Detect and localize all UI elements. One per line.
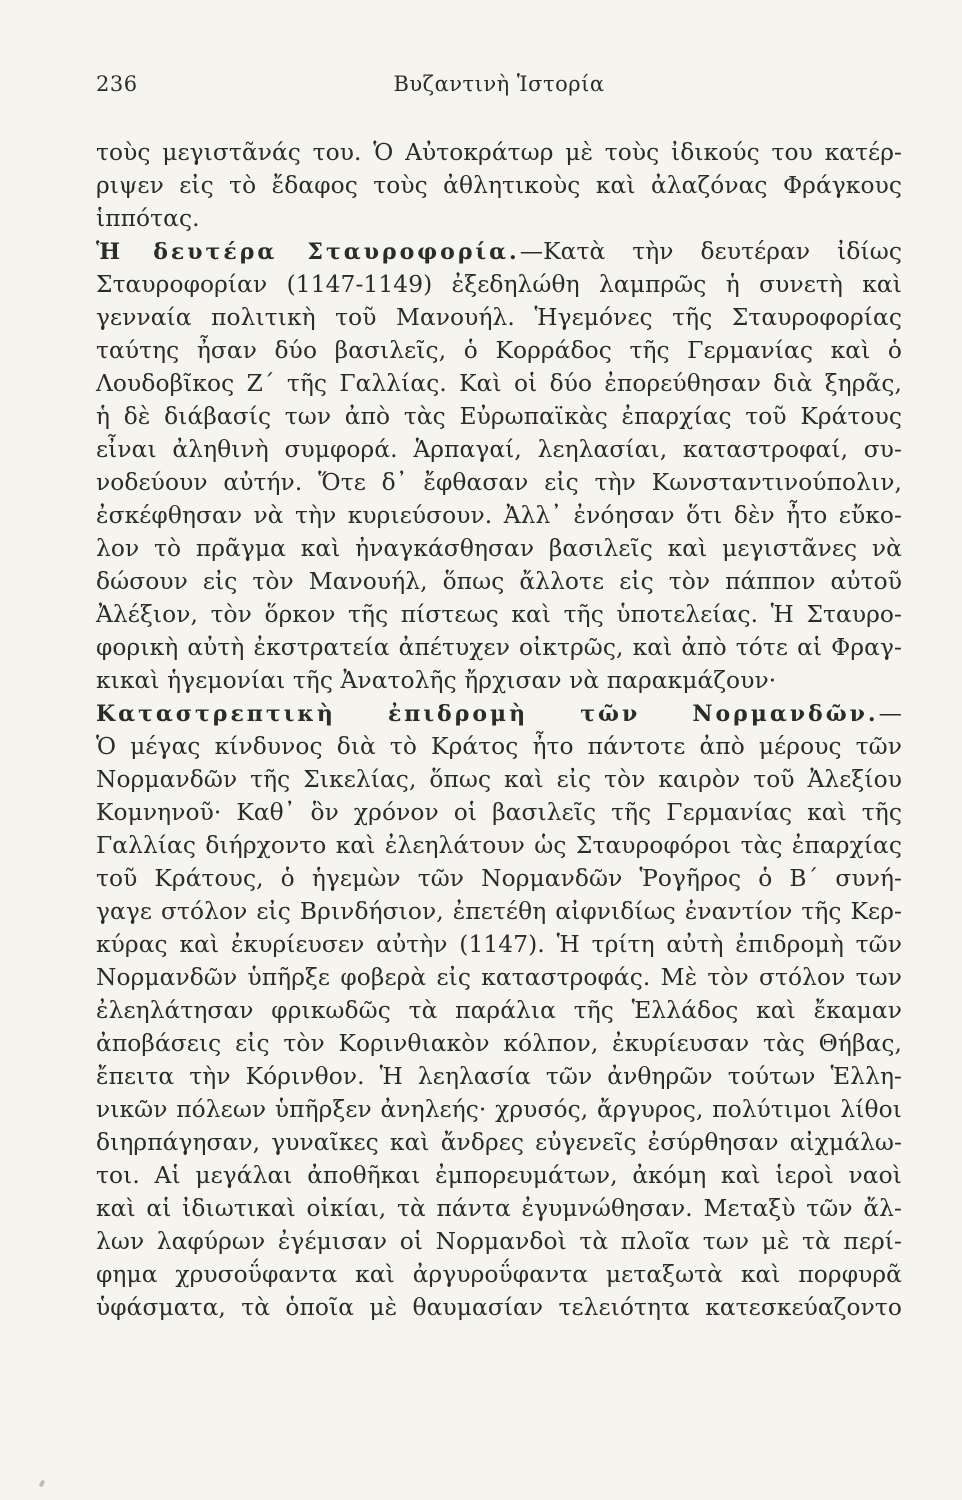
section-heading-second-crusade: Ἡ δευτέρα Σταυροφορία.: [96, 239, 520, 265]
text-line: νικῶν πόλεων ὑπῆρξεν ἀνηλεής· χρυσός, ἄργυρος, πολύτιμοι λίθοι: [96, 1096, 902, 1123]
text-line: ἀποβάσεις εἰς τὸν Κορινθιακὸν κόλπον, ἐκυρίευσαν τὰς Θήβας,: [96, 1030, 902, 1057]
text-line: ἔπειτα τὴν Κόρινθον. Ἡ λεηλασία τῶν ἀνθηρῶν τούτων Ἑλλη-: [96, 1063, 902, 1090]
text-line: νοδεύουν αὐτήν. Ὅτε δ᾽ ἔφθασαν εἰς τὴν Κωνσταντινούπολιν,: [96, 469, 902, 496]
heading-dash: —: [878, 700, 902, 727]
text-line: Γαλλίας διήρχοντο καὶ ἐλεηλάτουν ὡς Σταυροφόροι τὰς ἐπαρχίας: [96, 832, 902, 859]
text-line: [96, 235, 902, 268]
text-line: [96, 697, 902, 730]
text-line: κικαὶ ἡγεμονίαι τῆς Ἀνατολῆς ἤρχισαν νὰ παρακμάζουν·: [96, 667, 777, 694]
text-line: ριψεν εἰς τὸ ἔδαφος τοὺς ἀθλητικοὺς καὶ ἀλαζόνας Φράγκους: [96, 172, 902, 199]
ink-speck: [39, 1479, 46, 1487]
text-line: Λουδοβῖκος Ζ΄ τῆς Γαλλίας. Καὶ οἱ δύο ἐπορεύθησαν διὰ ξηρᾶς,: [96, 370, 902, 397]
text-line: εἶναι ἀληθινὴ συμφορά. Ἁρπαγαί, λεηλασίαι, καταστροφαί, συ-: [96, 436, 902, 463]
text-line: ταύτης ἦσαν δύο βασιλεῖς, ὁ Κορράδος τῆς Γερμανίας καὶ ὁ: [96, 337, 902, 364]
body-text: [96, 136, 902, 1324]
running-title: Βυζαντινὴ Ἱστορία: [393, 72, 605, 96]
text-line: Ἀλέξιον, τὸν ὅρκον τῆς πίστεως καὶ τῆς ὑποτελείας. Ἡ Σταυρο-: [96, 601, 902, 628]
text-line: λον τὸ πρᾶγμα καὶ ἠναγκάσθησαν βασιλεῖς καὶ μεγιστᾶνες νὰ: [96, 535, 902, 562]
text-line: ὑφάσματα, τὰ ὁποῖα μὲ θαυμασίαν τελειότητα κατεσκεύαζοντο: [96, 1294, 902, 1321]
text-line: δώσουν εἰς τὸν Μανουήλ, ὅπως ἄλλοτε εἰς τὸν πάππον αὐτοῦ: [96, 568, 902, 595]
text-line: φορικὴ αὐτὴ ἐκστρατεία ἀπέτυχεν οἰκτρῶς, καὶ ἀπὸ τότε αἱ Φραγ-: [96, 634, 902, 661]
text-line: Κομνηνοῦ· Καθ᾽ ὃν χρόνον οἱ βασιλεῖς τῆς Γερμανίας καὶ τῆς: [96, 799, 902, 826]
text-line: ἱππότας.: [96, 205, 200, 232]
running-head: [96, 72, 902, 112]
text-line: λων λαφύρων ἐγέμισαν οἱ Νορμανδοὶ τὰ πλοῖα των μὲ τὰ περί-: [96, 1228, 902, 1255]
page-number: 236: [96, 72, 138, 96]
text-line: τοι. Αἱ μεγάλαι ἀποθῆκαι ἐμπορευμάτων, ἀκόμη καὶ ἱεροὶ ναοὶ: [96, 1162, 902, 1189]
text-line: ἡ δὲ διάβασίς των ἀπὸ τὰς Εὐρωπαϊκὰς ἐπαρχίας τοῦ Κράτους: [96, 403, 902, 430]
text-line: Νορμανδῶν τῆς Σικελίας, ὅπως καὶ εἰς τὸν καιρὸν τοῦ Ἀλεξίου: [96, 766, 902, 793]
text-line-continuation: —Κατὰ τὴν δευτέραν ἰδίως: [519, 238, 902, 265]
text-line: κύρας καὶ ἐκυρίευσεν αὐτὴν (1147). Ἡ τρίτη αὐτὴ ἐπιδρομὴ τῶν: [96, 931, 902, 958]
text-line: γενναία πολιτικὴ τοῦ Μανουήλ. Ἡγεμόνες τῆς Σταυροφορίας: [96, 304, 902, 331]
text-line: Ὁ μέγας κίνδυνος διὰ τὸ Κράτος ἦτο πάντοτε ἀπὸ μέρους τῶν: [96, 733, 902, 760]
text-line: καὶ αἱ ἰδιωτικαὶ οἰκίαι, τὰ πάντα ἐγυμνώθησαν. Μεταξὺ τῶν ἄλ-: [96, 1195, 902, 1222]
text-line: ἐσκέφθησαν νὰ τὴν κυριεύσουν. Ἀλλ᾽ ἐνόησαν ὅτι δὲν ἦτο εὔκο-: [96, 502, 902, 529]
text-line: διηρπάγησαν, γυναῖκες καὶ ἄνδρες εὐγενεῖς ἐσύρθησαν αἰχμάλω-: [96, 1129, 902, 1156]
text-line: ἐλεηλάτησαν φρικωδῶς τὰ παράλια τῆς Ἑλλάδος καὶ ἔκαμαν: [96, 997, 902, 1024]
book-page: [96, 72, 902, 1324]
text-line: γαγε στόλον εἰς Βρινδήσιον, ἐπετέθη αἰφνιδίως ἐναντίον τῆς Κερ-: [96, 898, 902, 925]
text-line: τοὺς μεγιστᾶνάς του. Ὁ Αὐτοκράτωρ μὲ τοὺς ἰδικούς του κατέρ-: [96, 139, 902, 166]
text-line: Νορμανδῶν ὑπῆρξε φοβερὰ εἰς καταστροφάς. Μὲ τὸν στόλον των: [96, 964, 902, 991]
section-heading-norman-raid: Καταστρεπτικὴ ἐπιδρομὴ τῶν Νορμανδῶν.: [96, 701, 879, 727]
text-line: τοῦ Κράτους, ὁ ἡγεμὼν τῶν Νορμανδῶν Ῥογῆρος ὁ Β΄ συνή-: [96, 865, 902, 892]
text-line: Σταυροφορίαν (1147-1149) ἐξεδηλώθη λαμπρῶς ἡ συνετὴ καὶ: [96, 271, 902, 298]
text-line: φημα χρυσοΰφαντα καὶ ἀργυροΰφαντα μεταξωτὰ καὶ πορφυρᾶ: [96, 1261, 902, 1288]
